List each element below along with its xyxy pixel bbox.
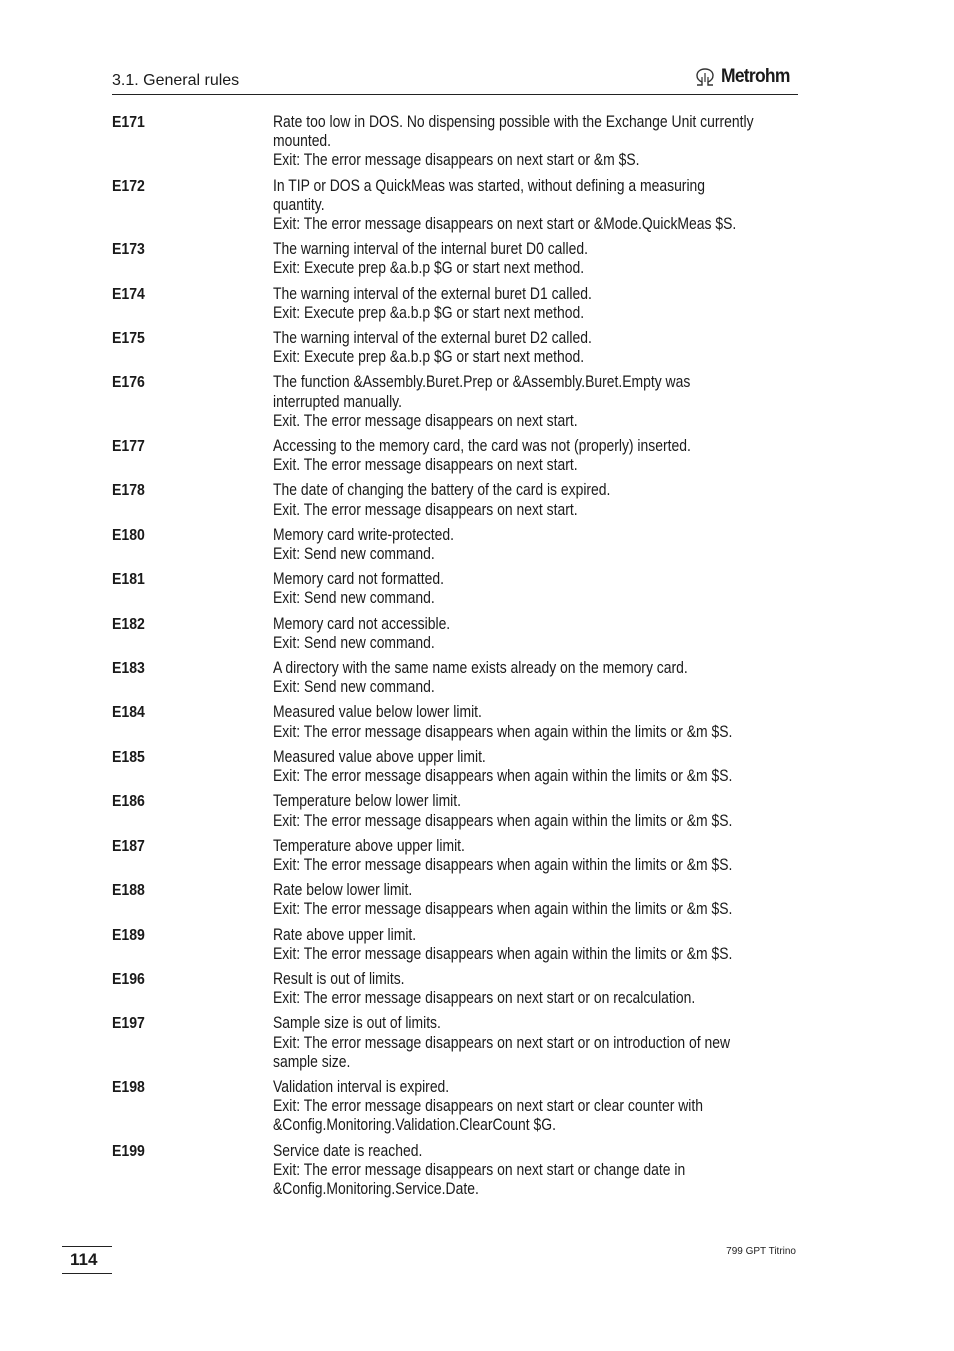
section-title: 3.1. General rules <box>112 72 240 89</box>
error-code: E181 <box>112 571 145 589</box>
error-code: E182 <box>112 615 145 633</box>
error-description <box>273 570 802 608</box>
error-description <box>273 703 807 741</box>
error-entry <box>112 285 802 323</box>
error-code: E172 <box>112 177 145 195</box>
error-code: E187 <box>112 837 145 855</box>
error-entry <box>112 570 802 608</box>
error-description <box>273 1078 802 1136</box>
error-code: E177 <box>112 438 145 456</box>
error-entry <box>112 1142 802 1200</box>
description-line: Memory card write-protected. <box>273 525 455 544</box>
error-code: E197 <box>112 1015 145 1033</box>
description-line: Rate below lower limit. <box>273 881 413 900</box>
error-entry <box>112 659 802 697</box>
error-code: E188 <box>112 882 145 900</box>
error-code: E174 <box>112 285 145 303</box>
description-line: The warning interval of the external buret D1 called. <box>273 284 592 303</box>
description-line: Sample size is out of limits. <box>273 1014 441 1033</box>
description-line: Temperature below lower limit. <box>273 792 462 811</box>
description-line: interrupted manually. <box>273 392 402 411</box>
error-description <box>273 659 802 697</box>
document-name: 799 GPT Titrino <box>726 1246 796 1257</box>
error-description <box>273 113 832 171</box>
description-line: Exit: The error message disappears when again within the limits or &m $S. <box>273 811 733 830</box>
description-line: quantity. <box>273 195 325 214</box>
description-line: The date of changing the battery of the card is expired. <box>273 481 611 500</box>
description-line: Exit: The error message disappears when again within the limits or &m $S. <box>273 944 733 963</box>
error-entry <box>112 748 802 786</box>
description-line: Exit: The error message disappears on next start or change date in <box>273 1160 686 1179</box>
brand-logo <box>693 66 796 88</box>
error-entry <box>112 240 802 278</box>
error-description <box>273 881 807 919</box>
description-line: Exit: The error message disappears on next start or on introduction of new <box>273 1033 731 1052</box>
description-line: The warning interval of the external buret D2 called. <box>273 329 592 348</box>
error-description <box>273 837 807 875</box>
error-entry <box>112 970 802 1008</box>
error-code: E178 <box>112 482 145 500</box>
description-line: Exit: Send new command. <box>273 678 435 697</box>
error-entry <box>112 792 802 830</box>
description-line: The warning interval of the internal buret D0 called. <box>273 240 588 259</box>
error-entry <box>112 373 802 431</box>
description-line: Exit: The error message disappears on next start or &Mode.QuickMeas $S. <box>273 215 737 234</box>
description-line: Exit: The error message disappears on next start or &m $S. <box>273 151 640 170</box>
error-description <box>273 970 802 1008</box>
error-description <box>273 792 807 830</box>
description-line: Exit: The error message disappears when again within the limits or &m $S. <box>273 767 733 786</box>
error-description <box>273 329 802 367</box>
error-description <box>273 285 802 323</box>
description-line: &Config.Monitoring.Validation.ClearCount $G. <box>273 1116 556 1135</box>
description-line: Exit: The error message disappears when again within the limits or &m $S. <box>273 900 733 919</box>
description-line: Exit: Send new command. <box>273 589 435 608</box>
description-line: Exit. The error message disappears on next start. <box>273 411 578 430</box>
description-line: &Config.Monitoring.Service.Date. <box>273 1179 479 1198</box>
description-line: Rate above upper limit. <box>273 925 417 944</box>
error-code: E199 <box>112 1142 145 1160</box>
error-code: E173 <box>112 241 145 259</box>
description-line: Exit: The error message disappears on next start or clear counter with <box>273 1097 703 1116</box>
error-description <box>273 615 802 653</box>
description-line: Exit. The error message disappears on next start. <box>273 456 578 475</box>
description-line: Exit: Execute prep &a.b.p $G or start next method. <box>273 259 585 278</box>
error-entry <box>112 329 802 367</box>
logo-text: Metrohm <box>721 66 791 87</box>
error-code-list <box>112 113 802 1205</box>
description-line: Validation interval is expired. <box>273 1077 450 1096</box>
description-line: A directory with the same name exists already on the memory card. <box>273 659 688 678</box>
description-line: Service date is reached. <box>273 1141 423 1160</box>
description-line: Rate too low in DOS. No dispensing possible with the Exchange Unit currently <box>273 113 754 131</box>
error-entry <box>112 481 802 519</box>
description-line: Accessing to the memory card, the card was not (properly) inserted. <box>273 437 691 456</box>
error-entry <box>112 926 802 964</box>
description-line: Exit: The error message disappears when again within the limits or &m $S. <box>273 722 733 741</box>
error-description <box>273 1142 802 1200</box>
error-code: E196 <box>112 970 145 988</box>
page-number: 114 <box>62 1250 112 1274</box>
description-line: Exit: The error message disappears on next start or on recalculation. <box>273 989 696 1008</box>
description-line: Measured value below lower limit. <box>273 703 482 722</box>
error-description <box>273 1014 804 1072</box>
page-header <box>112 66 798 95</box>
error-description <box>273 177 812 235</box>
error-code: E176 <box>112 374 145 392</box>
error-code: E175 <box>112 330 145 348</box>
description-line: mounted. <box>273 132 332 151</box>
error-code: E180 <box>112 526 145 544</box>
error-entry <box>112 113 802 171</box>
error-entry <box>112 437 802 475</box>
description-line: Measured value above upper limit. <box>273 747 486 766</box>
error-description <box>273 526 802 564</box>
description-line: The function &Assembly.Buret.Prep or &Assembly.Buret.Empty was <box>273 373 691 392</box>
description-line: Temperature above upper limit. <box>273 836 465 855</box>
description-line: Exit: Execute prep &a.b.p $G or start next method. <box>273 303 585 322</box>
error-description <box>273 373 802 431</box>
error-code: E184 <box>112 704 145 722</box>
error-entry <box>112 177 802 235</box>
description-line: sample size. <box>273 1052 351 1071</box>
error-description <box>273 437 802 475</box>
description-line: Memory card not formatted. <box>273 570 444 589</box>
error-code: E186 <box>112 793 145 811</box>
error-entry <box>112 837 802 875</box>
error-code: E183 <box>112 660 145 678</box>
footer-rule <box>62 1246 112 1247</box>
description-line: Memory card not accessible. <box>273 614 451 633</box>
error-code: E171 <box>112 114 145 131</box>
error-code: E198 <box>112 1078 145 1096</box>
description-line: Result is out of limits. <box>273 969 405 988</box>
description-line: In TIP or DOS a QuickMeas was started, without defining a measuring <box>273 176 706 195</box>
error-description <box>273 481 802 519</box>
metrohm-omega-logo-icon <box>693 67 717 87</box>
error-description <box>273 748 807 786</box>
error-entry <box>112 526 802 564</box>
error-entry <box>112 615 802 653</box>
description-line: Exit: Send new command. <box>273 633 435 652</box>
description-line: Exit: Send new command. <box>273 545 435 564</box>
description-line: Exit: Execute prep &a.b.p $G or start next method. <box>273 348 585 367</box>
description-line: Exit. The error message disappears on next start. <box>273 500 578 519</box>
error-entry <box>112 881 802 919</box>
error-description <box>273 926 807 964</box>
error-entry <box>112 703 802 741</box>
error-entry <box>112 1014 802 1072</box>
error-code: E189 <box>112 926 145 944</box>
error-code: E185 <box>112 748 145 766</box>
description-line: Exit: The error message disappears when again within the limits or &m $S. <box>273 855 733 874</box>
error-entry <box>112 1078 802 1136</box>
error-description <box>273 240 802 278</box>
